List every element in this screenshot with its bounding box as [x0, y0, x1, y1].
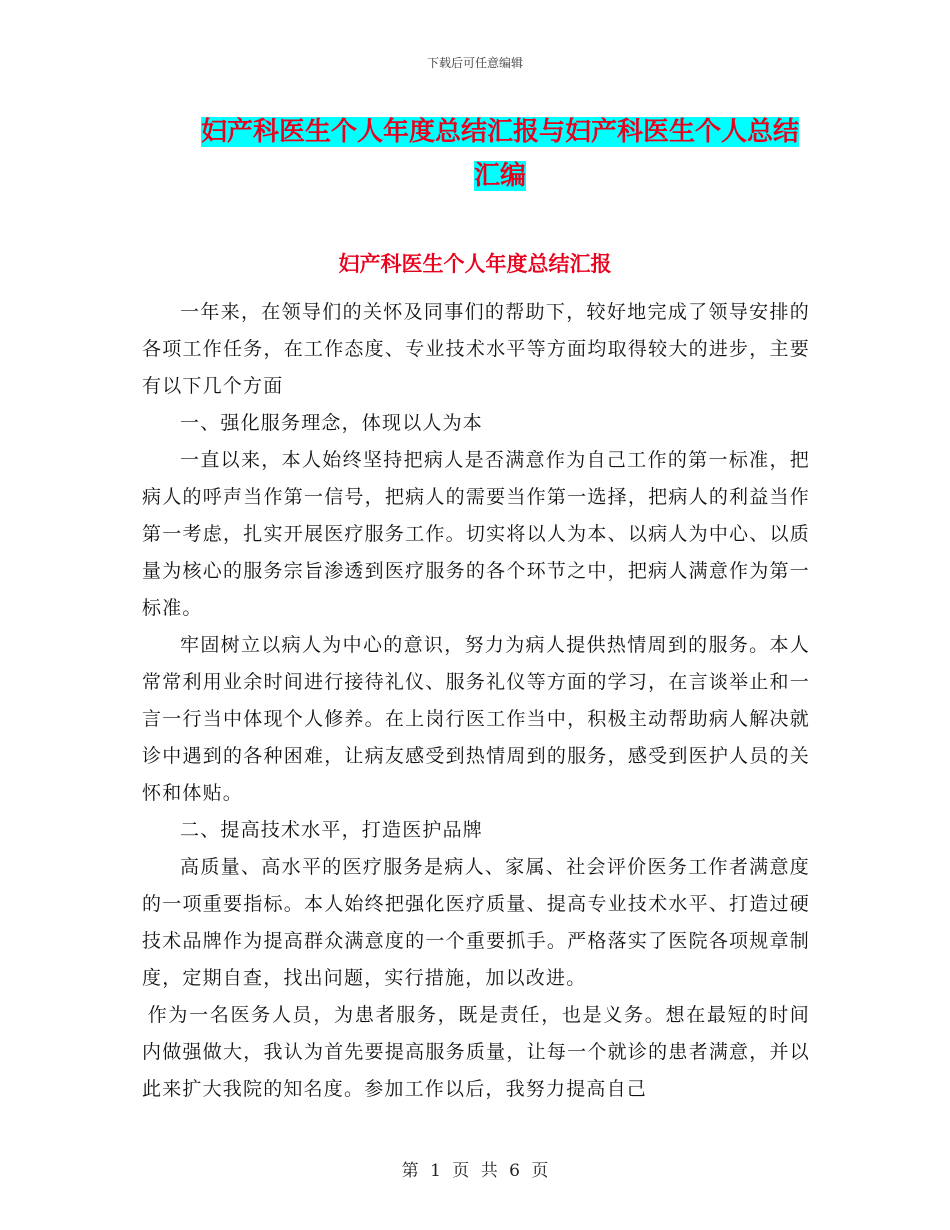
paragraph-heading: 二、提高技术水平，打造医护品牌 [180, 819, 484, 841]
header-note: 下载后可任意编辑 [426, 56, 523, 70]
paragraph: 高质量、高水平的医疗服务是病人、家属、社会评价医务工作者满意度的一项重要指标。本人始终把强化医疗质量、提高专业技术水平、打造过硬技术品牌作为提高群众满意度的一个重要抓手。严格落实了医院各项规章制度，定期自查，找出问题，实行措施，加以改进。 [142, 856, 810, 989]
section-title: 妇产科医生个人年度总结汇报 [338, 251, 612, 276]
paragraph-heading: 一、强化服务理念，体现以人为本 [180, 412, 484, 434]
document-title [190, 110, 810, 198]
paragraph: 牢固树立以病人为中心的意识，努力为病人提供热情周到的服务。本人常常利用业余时间进行接待礼仪、服务礼仪等方面的学习，在言谈举止和一言一行当中体现个人修养。在上岗行医工作当中，积极主动帮助病人解决就诊中遇到的各种困难，让病友感受到热情周到的服务，感受到医护人员的关怀和体贴。 [142, 634, 810, 804]
paragraph: 作为一名医务人员，为患者服务，既是责任，也是义务。想在最短的时间内做强做大，我认为首先要提高服务质量，让每一个就诊的患者满意，并以此来扩大我院的知名度。参加工作以后，我努力提高自己 [142, 1004, 810, 1100]
page-footer: 第 1 页 共 6 页 [401, 1161, 549, 1181]
paragraph: 一年来，在领导们的关怀及同事们的帮助下，较好地完成了领导安排的各项工作任务，在工作态度、专业技术水平等方面均取得较大的进步，主要有以下几个方面 [142, 301, 810, 397]
document-title-text: 妇产科医生个人年度总结汇报与妇产科医生个人总结汇编 [200, 117, 799, 191]
paragraph: 一直以来，本人始终坚持把病人是否满意作为自己工作的第一标准，把病人的呼声当作第一信号，把病人的需要当作第一选择，把病人的利益当作第一考虑，扎实开展医疗服务工作。切实将以人为本、以病人为中心、以质量为核心的服务宗旨渗透到医疗服务的各个环节之中，把病人满意作为第一标准。 [142, 449, 810, 619]
body-text [142, 294, 810, 1108]
